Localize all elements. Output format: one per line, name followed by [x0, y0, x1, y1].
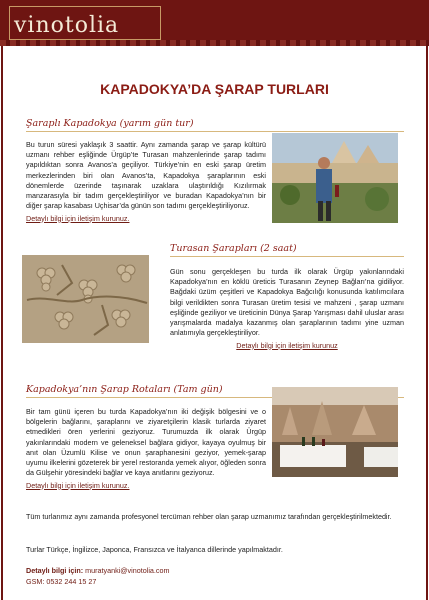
section-3-title: Kapadokya’nın Şarap Rotaları (Tam gün): [26, 384, 223, 395]
section-2-title: Turasan Şarapları (2 saat): [170, 243, 297, 254]
section-1-contact-link[interactable]: Detaylı bilgi için iletişim kurunuz.: [26, 213, 130, 223]
section-1-body: Bu turun süresi yaklaşık 3 saattir. Aynı zamanda şarap ve şarap kültürü uzmanı rehber eşliğinde Ürgüp’te Turasan mahzenlerinde şarap tadımı yapıldıktan sonra Avanos’a geçiliyor. Türkiye’nin en eski şarap üretim merkezlerinden biri olan Avanos’ta, Kapadokya şaraplarının eski dönemlerde üzerinde taşınarak uzaklara ulaştırıldığı Kızılırmak manzarasıyla bir tadım gerçekleştiriliyor ve buradan Kapadokya’nın bir diğer şarap kasabası Uçhisar’da günün son tadımı gerçekleştiriliyoruz.: [26, 140, 266, 211]
section-2-rule: [170, 256, 404, 257]
section-3-text: [26, 407, 266, 491]
vinotolia-logo: vinotolia: [14, 13, 120, 38]
cappadocia-dinner-photo: [272, 387, 398, 477]
page-title: KAPADOKYA’DA ŞARAP TURLARI: [100, 81, 329, 97]
section-3-contact-link[interactable]: Detaylı bilgi için iletişim kurunuz.: [26, 480, 130, 490]
left-border: [1, 46, 3, 600]
languages-note: Turlar Türkçe, İngilizce, Japonca, Fransızca ve İtalyanca dillerinde yapılmaktadır.: [26, 545, 283, 554]
section-1-text: [26, 140, 266, 224]
translator-note: Tüm turlarımız aynı zamanda profesyonel tercüman rehber olan şarap uzmanımız tarafından gerçekleştirilmektedir.: [26, 512, 392, 521]
section-1-title: Şaraplı Kapadokya (yarım gün tur): [26, 118, 194, 129]
section-1-rule: [26, 131, 404, 132]
contact-label: Detaylı bilgi için:: [26, 566, 86, 575]
section-2-contact-link[interactable]: Detaylı bilgi için iletişim kurunuz: [236, 340, 338, 350]
contact-phone: GSM: 0532 244 15 27: [26, 577, 97, 586]
section-3-body: Bir tam günü içeren bu turda Kapadokya’nın iki değişik bölgesini ve o bölgelerin bağlarını, şaraplarını ve ziyaretçilerin klasik turlarda ziyaret etmedikleri ören yerlerini geziyoruz. Turumuzda ilk olarak Ürgüp yakınlarındaki modern ve geleneksel bağlara gidiyor, kayaya oyulmuş bir anıt olan Üzumlü Kilise ve onun şaraphanesini geziyor, yemek-şarap uyumu ilkelerini gözeterek bir yerel restoranda yemek alıyor, öğleden sonra da Gülşehir yöresindeki bağlar ve kaya anıtlarını geziyoruz.: [26, 407, 266, 478]
section-2-body: Gün sonu gerçekleşen bu turda ilk olarak Ürgüp yakınlarındaki Kapadokya’nın en köklü üreticis Turasanın Zeynep Bağları’na gidiliyor. Bağdaki üzüm çeşitleri ve Kapadokya Bağcılığı konusunda katılımcılara bilgi verildikten sonra Turasan üretim tesisi ve mahzeni , şarap uzmanı eşliğinde geziliyor ve üreticinin Dünya Şarap Yarışması dahil uluslar arası yarışmalarda madalya kazanmış olan şaraplarının tadımı yine uzman anlatımıyla gerçekleştiriliyor.: [170, 267, 404, 338]
header-stripe: [0, 40, 429, 46]
stone-relief-photo: [22, 255, 149, 343]
contact-line: [26, 566, 406, 576]
right-border: [426, 46, 428, 600]
header-bar: [0, 0, 429, 46]
section-2-text: [170, 267, 404, 351]
contact-email[interactable]: muratyanki@vinotolia.com: [85, 566, 170, 575]
winemaker-photo: [272, 133, 398, 223]
